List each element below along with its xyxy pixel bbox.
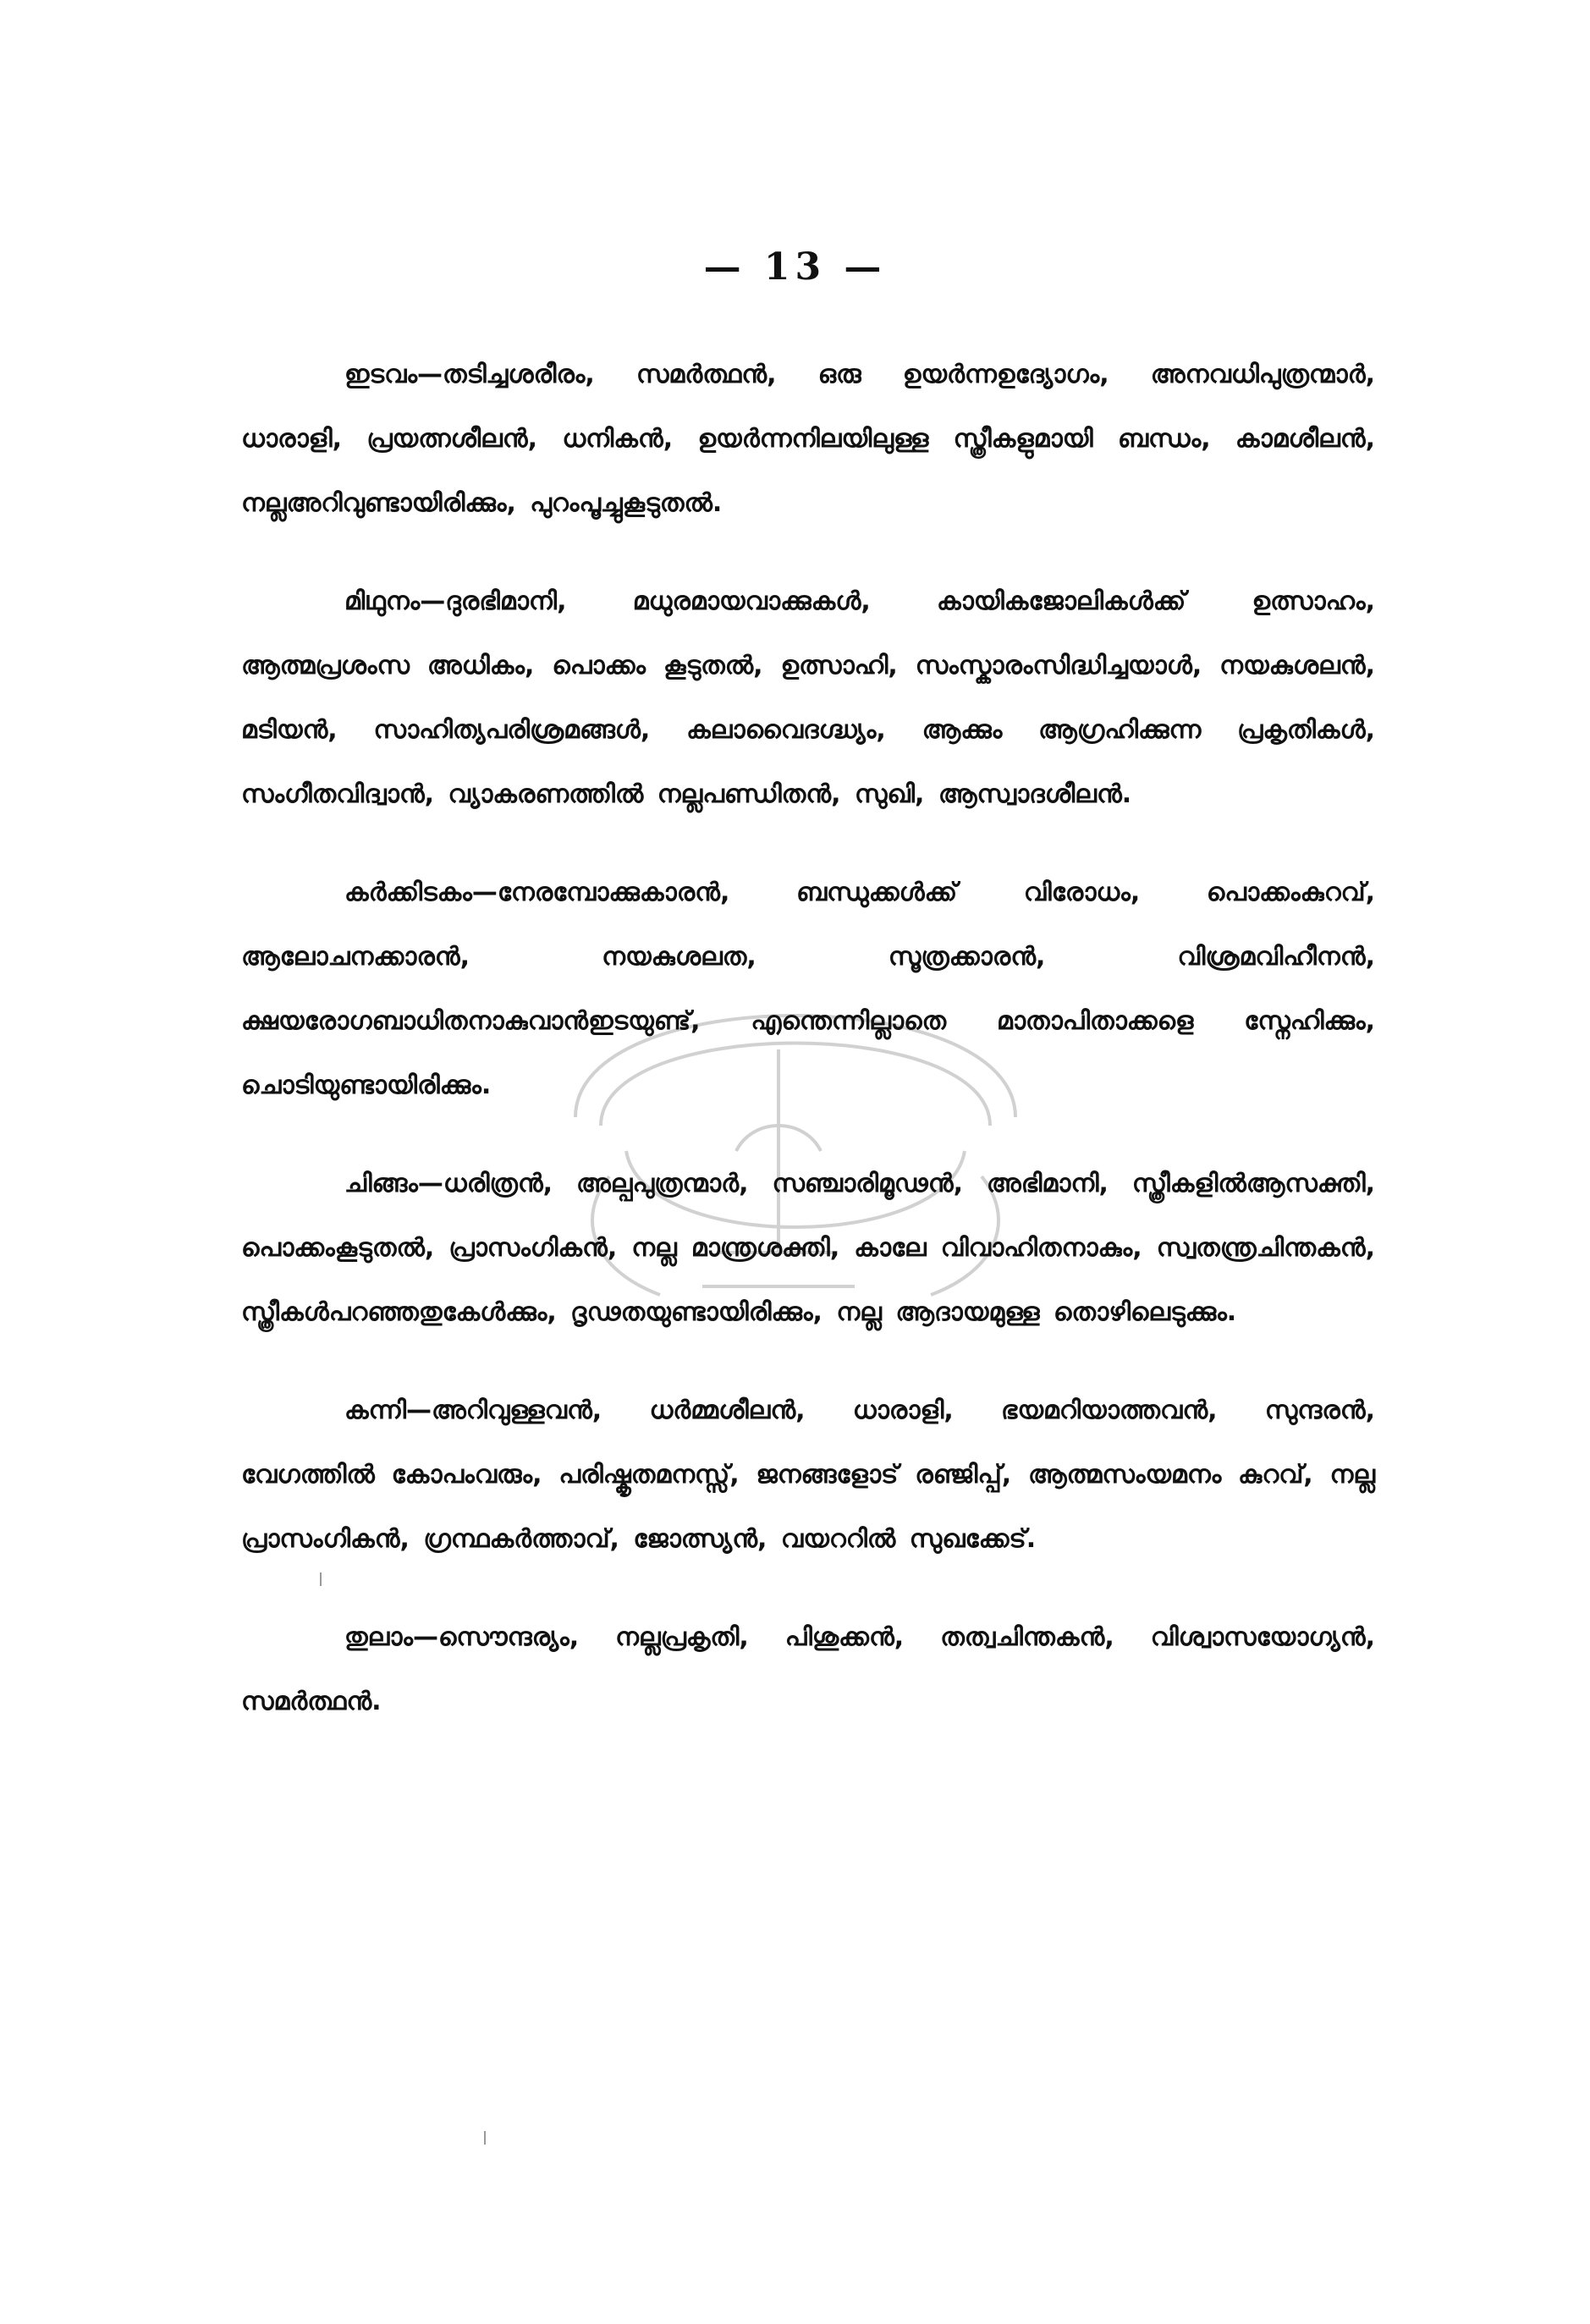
paragraph-karkidakam (241, 861, 1375, 1118)
rasi-description: —നേരമ്പോക്കുകാരൻ, ബന്ധുക്കൾക്ക് വിരോധം, പൊക്കംകുറവ്, ആലോചനക്കാരൻ, നയകുശലത, സൂത്രക്കാരൻ, വിശ്രമവിഹീനൻ, ക്ഷയരോഗബാധിതനാകുവാൻഇടയുണ്ട്, എന്തെന്നില്ലാതെ മാതാപിതാക്കളെ സ്നേഹിക്കും, ചൊടിയുണ്ടായിരിക്കും. (241, 878, 1375, 1100)
rasi-term: ഇടവം (344, 360, 418, 389)
rasi-description: —തടിച്ചശരീരം, സമർത്ഥൻ, ഒരു ഉയർന്നഉദ്യോഗം, അനവധിപുത്രന്മാർ, ധാരാളി, പ്രയത്നശീലൻ, ധനികൻ, ഉയർന്നനിലയിലുള്ള സ്ത്രീകളുമായി ബന്ധം, കാമശീലൻ, നല്ലഅറിവുണ്ടായിരിക്കും, പുറംപൂച്ചുകൂടുതൽ. (241, 360, 1375, 518)
paragraph-edavam (241, 343, 1375, 536)
page-number: — 13 — (703, 245, 887, 289)
scan-speck (320, 1572, 322, 1586)
rasi-term: കർക്കിടകം (344, 878, 472, 907)
rasi-description: —സൌന്ദര്യം, നല്ലപ്രകൃതി, പിശുക്കൻ, തത്വചിന്തകൻ, വിശ്വാസയോഗ്യൻ, സമർത്ഥൻ. (241, 1622, 1375, 1716)
rasi-description: —ദുരഭിമാനി, മധുരമായവാക്കുകൾ, കായികജോലികൾക്ക് ഉത്സാഹം, ആത്മപ്രശംസ അധികം, പൊക്കം കൂടുതൽ, ഉത്സാഹി, സംസ്കാരംസിദ്ധിച്ചയാൾ, നയകുശലൻ, മടിയൻ, സാഹിത്യപരിശ്രമങ്ങൾ, കലാവൈദഗ്ദ്ധ്യം, ആക്കും ആഗ്രഹിക്കുന്ന പ്രകൃതികൾ, സംഗീതവിദ്വാൻ, വ്യാകരണത്തിൽ നല്ലപണ്ഡിതൻ, സുഖി, ആസ്വാദശീലൻ. (241, 587, 1375, 809)
paragraph-mithunam (241, 570, 1375, 827)
paragraph-kanni (241, 1379, 1375, 1572)
rasi-term: കന്നി (344, 1396, 406, 1425)
paragraph-thulam (241, 1605, 1375, 1734)
rasi-term: തുലാം (344, 1622, 413, 1652)
rasi-description: —ധരിത്രൻ, അല്പപുത്രന്മാർ, സഞ്ചാരിമൂഢൻ, അഭിമാനി, സ്ത്രീകളിൽആസക്തി, പൊക്കംകൂടുതൽ, പ്രാസംഗികൻ, നല്ല മാന്ത്രശക്തി, കാലേ വിവാഹിതനാകും, സ്വതന്ത്രചിന്തകൻ, സ്ത്രീകൾപറഞ്ഞതുകേൾക്കും, ദൃഢതയുണ്ടായിരിക്കും, നല്ല ആദായമുള്ള തൊഴിലെടുക്കും. (241, 1169, 1375, 1327)
page-body (241, 343, 1375, 1768)
rasi-term: ചിങ്ങം (344, 1169, 418, 1198)
paragraph-chingam (241, 1152, 1375, 1345)
scan-speck (484, 2131, 486, 2145)
rasi-description: —അറിവുള്ളവൻ, ധർമ്മശീലൻ, ധാരാളി, ഭയമറിയാത്തവൻ, സുന്ദരൻ, വേഗത്തിൽ കോപംവരും, പരിഷ്കൃതമനസ്സ്, ജനങ്ങളോട് രഞ്ജിപ്പ്, ആത്മസംയമനം കുറവ്, നല്ല പ്രാസംഗികൻ, ഗ്രന്ഥകർത്താവ്, ജോത്സ്യൻ, വയററിൽ സുഖക്കേട്. (241, 1396, 1375, 1554)
rasi-term: മിഥുനം (344, 587, 421, 616)
